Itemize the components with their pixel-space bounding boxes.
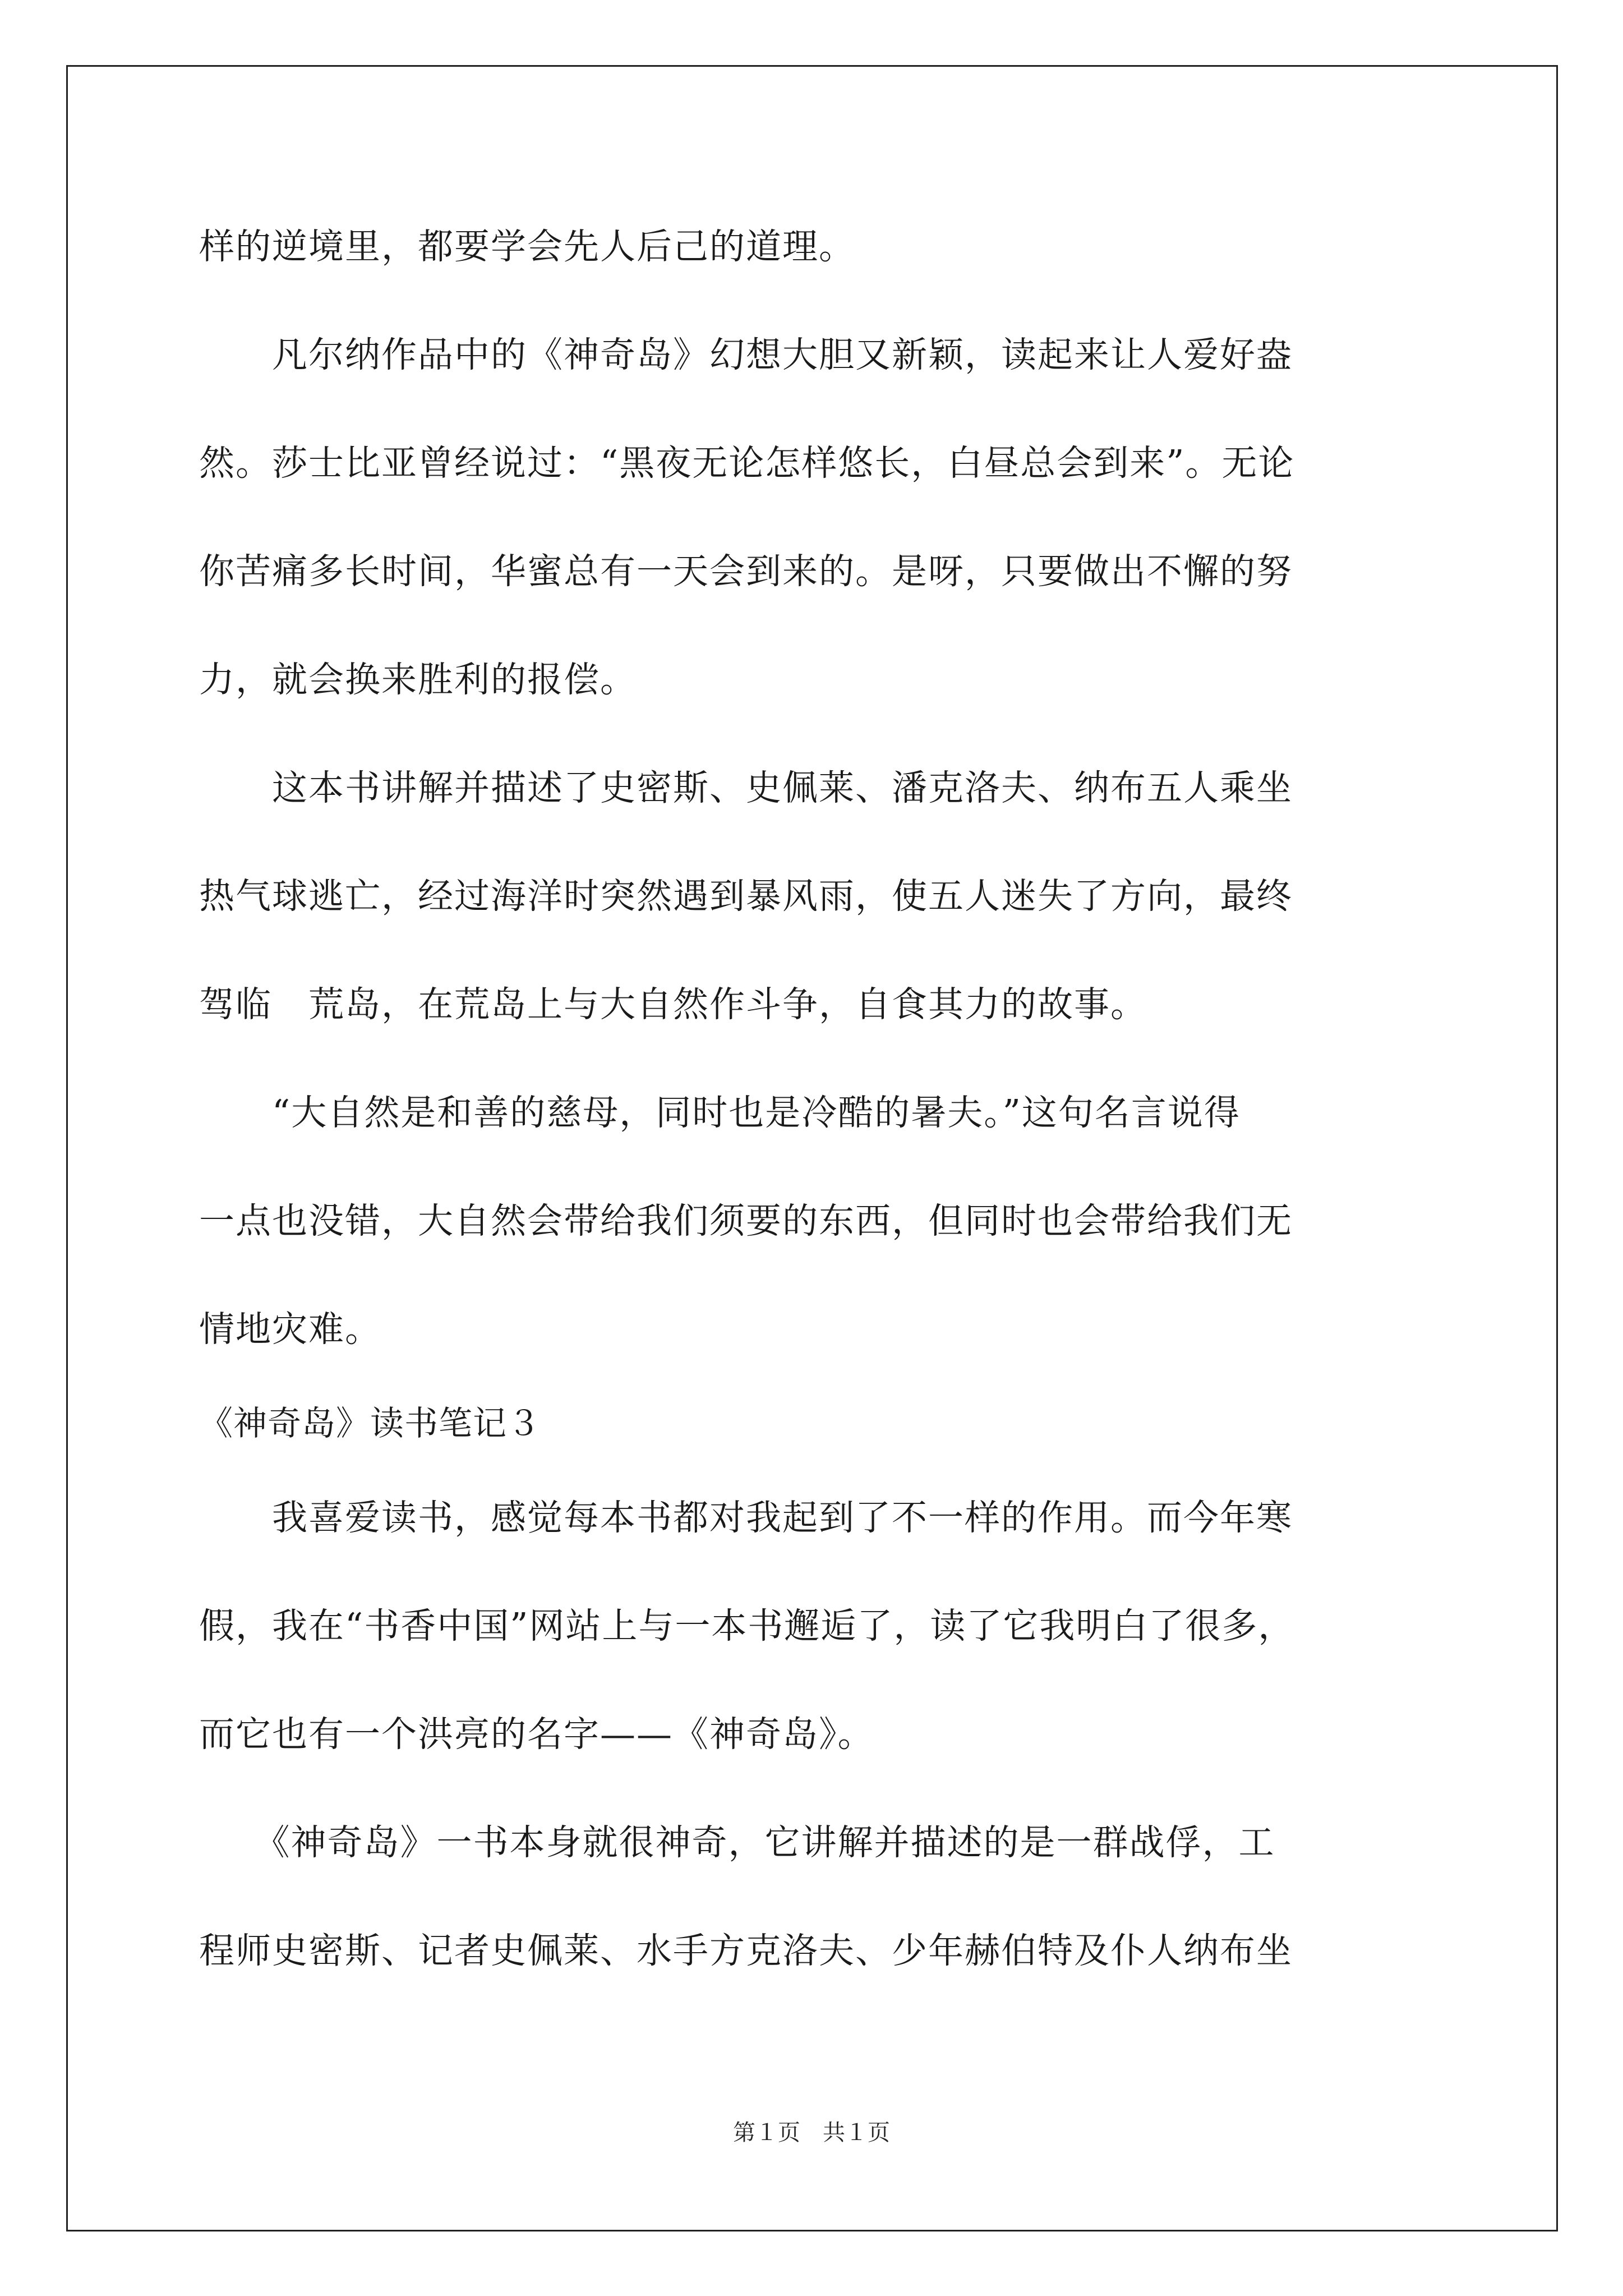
text-line: 样的逆境里，都要学会先人后己的道理。 (199, 226, 855, 267)
text-line: 驾临 荒岛，在荒岛上与大自然作斗争，自食其力的故事。 (199, 984, 1147, 1025)
text-line: 情地灾难。 (199, 1309, 381, 1350)
text-line: 一点也没错，大自然会带给我们须要的东西，但同时也会带给我们无 (199, 1200, 1293, 1241)
text-line: 这本书讲解并描述了史密斯、史佩莱、潘克洛夫、纳布五人乘坐 (199, 767, 1293, 808)
text-line: 程师史密斯、记者史佩莱、水手方克洛夫、少年赫伯特及仆人纳布坐 (199, 1930, 1293, 1971)
text-line: 《神奇岛》一书本身就很神奇，它讲解并描述的是一群战俘，工 (199, 1822, 1275, 1863)
section-heading: 《神奇岛》读书笔记３ (199, 1404, 541, 1443)
text-line: 而它也有一个洪亮的名字——《神奇岛》。 (199, 1714, 874, 1755)
page-footer: 第１页 共１页 (733, 2120, 890, 2145)
text-line: 你苦痛多长时间，华蜜总有一天会到来的。是呀，只要做出不懈的努 (199, 551, 1293, 592)
text-line: “大自然是和善的慈母，同时也是冷酷的暑夫。”这句名言说得 (199, 1092, 1241, 1133)
text-line: 我喜爱读书，感觉每本书都对我起到了不一样的作用。而今年寒 (199, 1497, 1293, 1538)
text-line: 假，我在“书香中国”网站上与一本书邂逅了，读了它我明白了很多， (199, 1605, 1295, 1646)
text-line: 力，就会换来胜利的报偿。 (199, 659, 637, 700)
text-line: 热气球逃亡，经过海洋时突然遇到暴风雨，使五人迷失了方向，最终 (199, 876, 1293, 917)
text-line: 然。莎士比亚曾经说过：“黑夜无论怎样悠长，白昼总会到来”。无论 (199, 443, 1295, 484)
page-border (66, 65, 1558, 2231)
text-line: 凡尔纳作品中的《神奇岛》幻想大胆又新颖，读起来让人爱好盎 (199, 334, 1293, 375)
